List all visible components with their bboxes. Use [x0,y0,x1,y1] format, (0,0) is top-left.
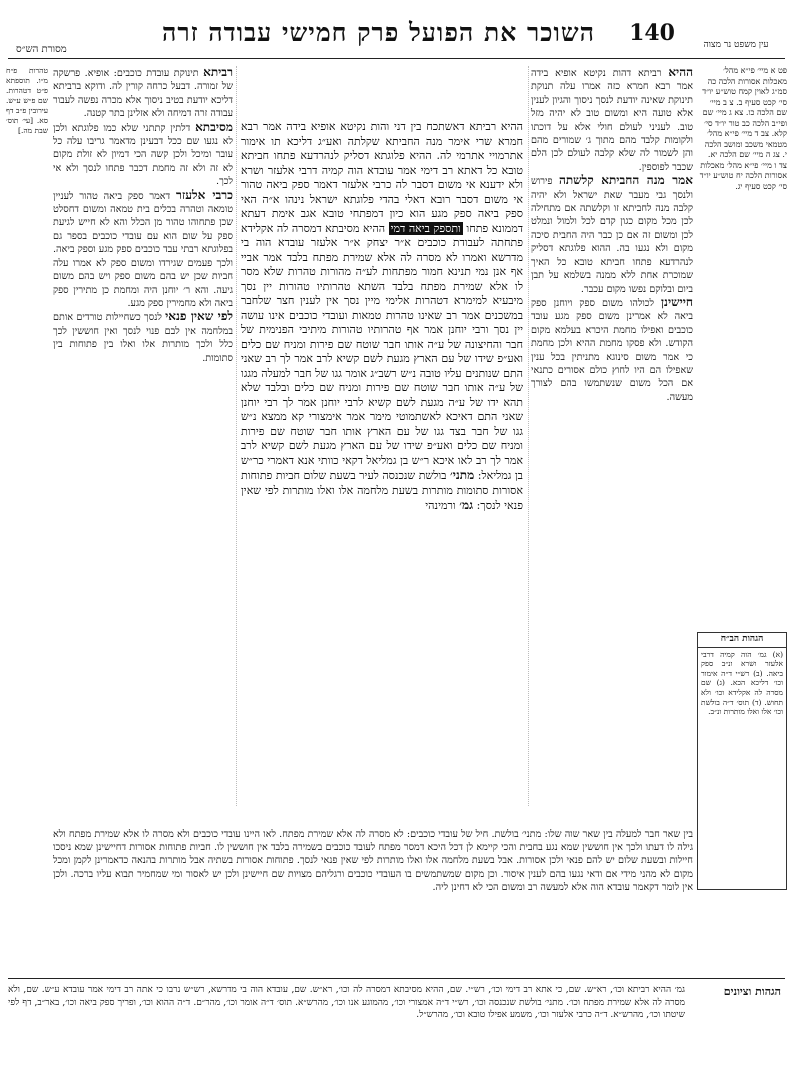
footer-text: גמ׳ ההיא רביתא וכו׳, רא״ש. שם, כי אתא רב דימי וכו׳, רש״י. שם, ההיא מסיבתא דמסרה לה וכו׳, רא״ש. שם, עובדא הוה בי מדרשא, רש״ש נרבו כי אתה רב דימי אמר עובדא ע״ש. שם, ולא מסרה לה אלא שמירת מפתח וכו׳. מתני׳ בולשת שנכנסה וכו׳, רש״י ד״ה אמצורי וכו׳, מהמוגע אנו וכו׳, מהרש״א. תוס׳ ד״ה אומר וכו׳, מהר״ם. ד״ה ההוא וכו׳, ופריך ספק ביאה וכו׳, באר״ב, דף לפי שיטתו וכו׳, מהרש״א. ד״ה כרבי אלעזר וכו׳, משמע אפילו טובא וכו׳, מהרש״ל. [8,985,685,1020]
column-divider [528,66,529,806]
tosafot-dibbur-hamatchil: כרבי אלעזר [176,187,233,202]
hagahot-habach-box [697,632,787,890]
rashi-column [531,66,693,888]
rashi-dibbur-hamatchil: חיישינן [660,294,693,309]
ein-mishpat-column [699,66,787,626]
tosafot-text: לנסך כשחיילות טורדים אותם במלחמה אין לבם פנוי לנסך ואין חוששין לכך כלל ולכך מותרות אלו ואלו בין פתוחות בין סתומות. [53,312,233,364]
rashi-text: רביתא דהות נקיטא אופיא בידה אמר רבא חמרא כזה אמרו עלה תנוקת תינוקת שאינה יודעת לנסך ניסוך והגיון לענין אלא טועה היא ומשום טוב לא יהיה מזל טוב. לעניני לעולם חולי אלא על דוכתו ולקומות קלבד מהם מתוך ג׳ שמורים מהם והן לשמור לה שלא קלבה לעולם לכן הלם שכבר לפוספין. [531,68,693,173]
tosafot-text: דאמר ספק ביאה טהור לעניין טומאה וטהרה בכלים בית טמאה ומשום דחסלט שכן פתחוהו טהור מן הכלל והא לא חייש לגיעת ספק על שום הוא עם עובדי כוכבים בספר גם בפלוגתא רבתי עבד כוכבים ספק מגע וספק ביאה. ולכך פעמים שגירדו ומשום ספק לא אמרו עלה חביות שכן יש בהם משום ספק ויש בהם משום גיעה. והא ר׳ יוחנן היה ומחמת כן מתירין ספק ביאה ולא מחמירין ספק מגע. [53,190,233,309]
tosafot-paragraph [53,66,233,121]
hagahot-habach-text: (א) גמ׳ הוה קמיה דרבי אלעזר ושרא ונ״ב ספק ביאה. (ב) רש״י ד״ה אימור וכו׳ דליכא הכא. (ג) שם מסרה לה אקלידא וכו׳ ולא תחוש. (ד) תוס׳ ד״ה בולשת וכו׳ אלו ואלו מותרות ונ״ב. [701,649,783,717]
bottom-commentary-text: בין שאר חבר למעלה בין שאר שוה שלו: מתני׳ בולשת. חיל של עובדי כוכבים: לא מסרה לה אלא שמירת מפתח. לאו היינו עובדי כוכבים ולא מסרה לו אלא שמירת מפתח ולא גילה לו דעתו ולכך אין חוששין שמא נגע בחבית והכי קיימא לן דכל היכא דמסר מפתח לעובד כוכבים בשמירה בלבד אין חוששין לו. חביות פתוחות אסורות דחיישינן שמא ניסכו חיילות ובשעת שלום יש להם פנאי ולכן אסורות. אבל בשעת מלחמה אלו ואלו מותרות לפי שאין פנאי לנסך. פתוחות אסורות בשתיה אבל מותרות בהנאה כדאמרינן לקמן ומכל מקום לא מהני מידי אם ודאי נגעו בהם לענין איסור. וכן מקום שמשתמשים בו העובדי כוכבים ורגליהם מצויות שם חיישינן ולכן יש לאסור ומי שמחמיר תבוא עליו ברכה. ולכן אין לומר דקאמר עובדא הוה אלא למעשה רב ומשום הכי לא דחינן ליה. [53,828,693,894]
gemara-label: גמ׳ [459,498,474,512]
rashi-dibbur-hamatchil: ההיא [668,66,693,79]
mishna-label: מתני׳ [449,468,475,482]
gemara-text: ורמינהי [425,499,456,512]
gemara-column [241,120,523,805]
rashi-dibbur-hamatchil: אמר מנה החביתא קלשתה [558,173,693,188]
tosafot-dibbur-hamatchil: רביתא [203,66,233,79]
bottom-commentary [53,818,693,974]
tosafot-dibbur-hamatchil: מסיבתא [195,119,233,134]
mesorat-hashas-heading: מסורת הש״ס [16,44,67,55]
page-number: 140 [629,20,675,46]
tosafot-dibbur-hamatchil: לפי שאין פנאי [165,309,233,324]
tosafot-column [53,66,233,888]
rashi-paragraph [531,174,693,296]
footer-title: הגהות וציונים [723,985,781,998]
mesorat-hashas-column [6,66,48,888]
footer-rule [8,978,785,979]
rashi-text: לכולהו משום ספק ויוחנן ספק ביאה לא אמרינן משום ספק מגע עובד כוכבים ואפילו מחמת היכרא בעלמא מקום הקודש. ולא פסקו מחמת ההיא ולכן מחמת כי אמר משום סינוגא מתניתין בכל ענין שאפילו הם היו לחוץ כולם אסורים כתנאי אם הכל משום שנשתמשו בהם לצורך מעשה. [531,297,693,403]
header-rule [8,58,785,59]
tosafot-text: דלתין קתתני שלא כמו פלוגתא ולכן לא נגעו שם ככל דבעינן מדאמר גריבו עלה כל עובר ומיכל ולכן קשה הכי דמיון לא זולת מקום לא זה ולא זה מחמת דכבר פתחו לנסך ולא אי לכך. [53,122,233,188]
rashi-paragraph [531,66,693,174]
highlighted-phrase: ותספק ביאה דמי [390,221,461,235]
rashi-paragraph [531,296,693,404]
hagahot-habach-title: הגהות הב״ח [698,633,786,648]
running-title: השוכר את הפועל פרק חמישי עבודה זרה [161,18,595,47]
mishna-text: בולשת שנכנסה לעיר בשעת שלום חביות פתוחות אסורות סתומות מותרות בשעת מלחמה אלו ואלו מותרות לפי שאין פנאי לנסך: [241,469,523,512]
ein-mishpat-entries: פט א מיי׳ פי״א מהל׳ מאכלות אסורות הלכה כה סמ״ג לאוין קמח טוש״ע יו״ד סי׳ קכט סעיף ב. צ ב מיי׳ שם הלכה כו. צא ג מיי׳ שם ופי״ב הלכה כב טור יו״ד סי׳ קלא. צב ד מיי׳ פי״א מהל׳ מטמאי משכב ומושב הלכה י. צג ה מיי׳ שם הלכה יא. צד ו מיי׳ פי״א מהל׳ מאכלות אסורות הלכה יח טוש״ע יו״ד סי׳ קכט סעיף יג. [699,66,787,191]
column-divider [236,66,237,806]
tosafot-text: תינוקת עובדת כוכבים: אופיא. פרשקה של זמורה. דבעל כרחה קורין לה. ודוקא ברביתא דליכא יודעת בטיב ניסוך אלא מכרה נפשה לעבור עבודה זרה דמיחה ולא אזלינן בתר קטנה. [53,68,233,120]
rashi-text: פירוש ולנסך גבי מעבר שאת ישראל ולא יהיה קלבה מנה לחביתא זו וקלשתה אם מתחילה לכן מכל מקום כגון קדם לכל ולמול ונמלט לכן ומשום זה אם כן כבר היה החבית סיכה מקום ולא נגעו בה. ההוא פלוגתא דסליק לנהרדעא פתחו חביתא טובא כל האיך שמוכרת אחת ללא ממנה בשלמא על תבן ביום ובלוקם נפשו מקום עכבר. [531,176,693,295]
tosafot-paragraph [53,121,233,189]
ein-mishpat-heading: עין משפט נר מצוה [703,40,769,50]
mesorat-hashas-entries: טהרות פ״ח מ״ו. תוספתא פ״ט דטהרות. שם פ״ש ע״ש. עירובין פ״ב דף סא. [עי׳ תוס׳ שבת מה.] [6,66,48,135]
footer-notes [8,984,785,1070]
gemara-text: ההיא מסיבתא דמסרה לה אקלידא פתחתה לעבודת כוכבים א״ר יצחק א״ר אלעזר עובדא הוה בי מדרשא ואמרו לא מסרה לה אלא שמירת מפתח בלבד אמר אביי אף אנן נמי תנינא חמור מפתחות לע״ה מהורות טהרות שלא מסר לו אלא שמירת מפתח בלבד השתא טהרותיו טהורות יין נסך מיבעיא למימרא דטהרות אלימי מיין נסך אין לענין חצר שלחבר במשכנים אמר רב שאינו טהרות טמאות ועובדי כוכבים אינו עושה יין נסך ורבי יוחנן אמר אף טהרותיו טהורות מיתיבי הפנימית של חבר והחיצונה של ע״ה אותו חבר שוטח שם פירות ומניח שם כלים ואע״פ שידו של עם הארץ מגעת לשם קשיא לרב אמר לך רב שאני התם שנותנים עליו טובה נ״ש רשב״ג אומר גגו של חבר למעלה מגגו של ע״ה אותו חבר שוטח שם פירות ומניח שם כלים ובלבד שלא תהא ידו של ע״ה מגעת לשם קשיא לרבי יוחנן אמר לך רבי יוחנן שאני התם דאיכא לאשתמוטי מימר אמר אימצורי קא ממצא נ״ש גגו של חבר בצד גגו של עם הארץ אותו חבר שוטח שם פירות ומניח שם כלים ואע״פ שידו של עם הארץ מגעת לשם קשיא לרב אמר לך רב לאו איכא ר״ש בן גמליאל דקאי כוותי אנא דאמרי כר״ש בן גמליאל: [241,221,523,482]
gemara-text: ההיא רביתא דאשתכח בין דני והות נקיטא אופיא בידה אמר רבא חמרא שרי אימר מנה החביתא שקלתה ואע״ג דליכא תו אימור אתרמויי אתרמי לה. ההיא פלוגתא דסליק לנהרדעא פתחו חביתא טובא כל דאתא רב דימי אמר עובדא הוה קמיה דרבי אלעזר ושרא ולא ידענא אי משום דסבר לה כרבי אלעזר דאמר ספק ביאה טהור אי משום דסבר רובא דאלי בהדי פלוגתא ישראל נינהו א״ה האי ספק ביאה ספק מגע הוא כיון דמפתחי טובא אגב אימת דעתא דממונא פתחו [241,120,523,235]
tosafot-paragraph [53,189,233,311]
page-header [8,14,785,58]
tosafot-paragraph [53,310,233,365]
